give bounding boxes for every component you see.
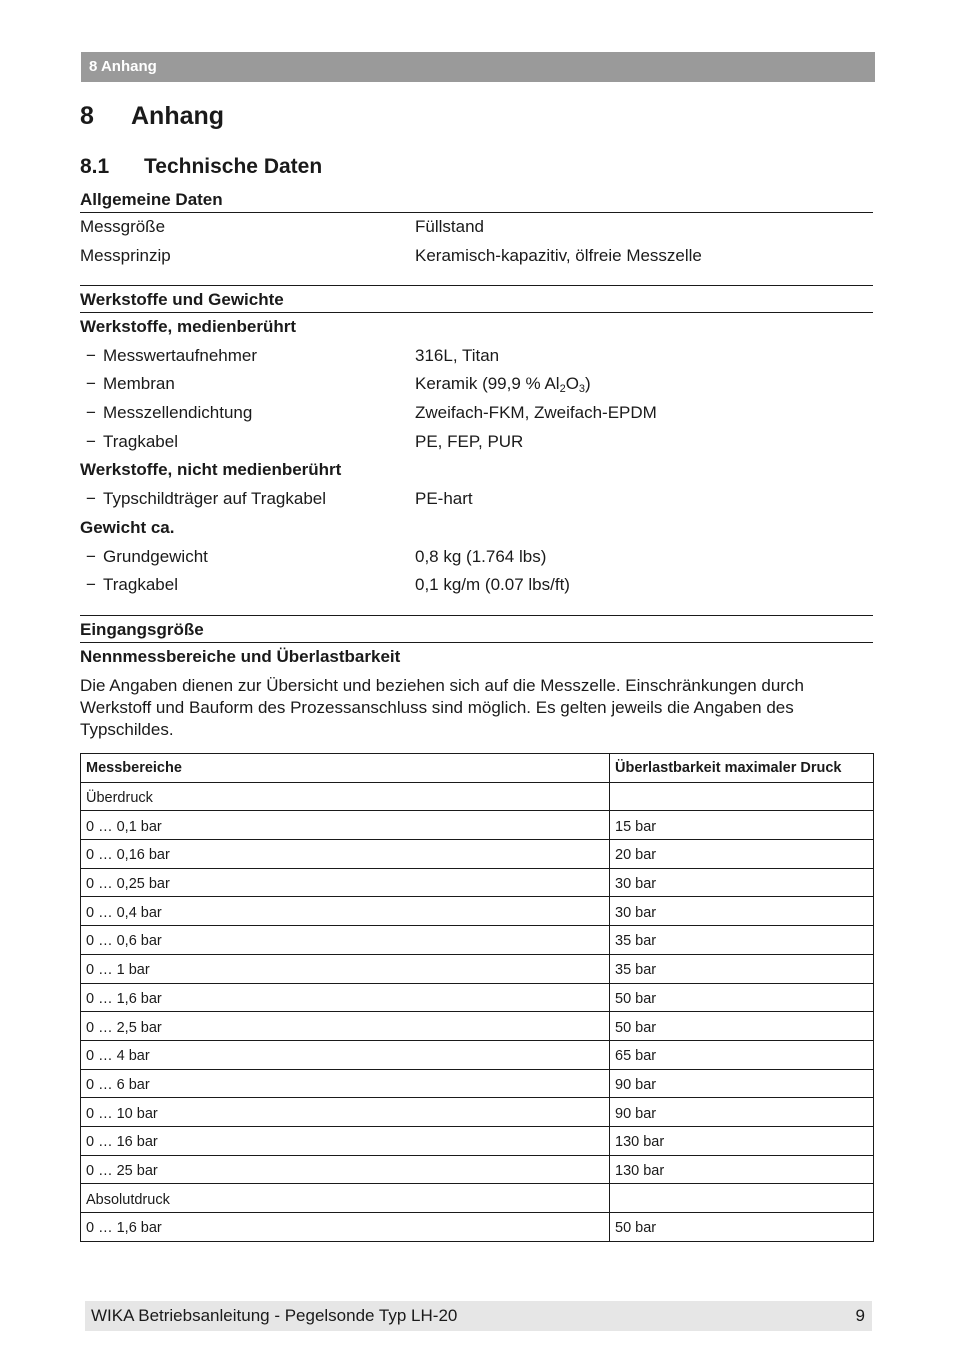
spec-value: 0,1 kg/m (0.07 lbs/ft) (415, 575, 570, 595)
spec-row (80, 399, 873, 428)
table-row (81, 1155, 874, 1184)
input-title: Eingangsgröße (80, 616, 873, 643)
general-data-title: Allgemeine Daten (80, 186, 873, 213)
spec-label: Messgröße (80, 217, 166, 236)
table-cell (610, 782, 874, 811)
table-cell: 30 bar (610, 868, 874, 897)
table-row (81, 897, 874, 926)
table-row (81, 1040, 874, 1069)
spec-label: Messprinzip (80, 245, 171, 265)
table-cell: 0 … 2,5 bar (81, 1012, 610, 1041)
table-cell: 0 … 0,16 bar (81, 840, 610, 869)
ranges-heading: Nennmessbereiche und Überlastbarkeit (80, 647, 401, 666)
table-cell: 35 bar (610, 926, 874, 955)
spec-value: 0,8 kg (1.764 lbs) (415, 546, 547, 566)
spec-label: − Tragkabel (86, 571, 178, 600)
table-cell: 0 … 0,25 bar (81, 868, 610, 897)
wetted-materials-heading: Werkstoffe, medienberührt (80, 317, 297, 336)
table-cell: 50 bar (610, 983, 874, 1012)
table-row (81, 1098, 874, 1127)
chapter-number: 8 (80, 102, 94, 130)
materials-section (80, 285, 873, 600)
spec-value: PE, FEP, PUR (415, 431, 524, 451)
page-number: 9 (855, 1306, 865, 1325)
section-heading (80, 155, 322, 179)
table-row (81, 811, 874, 840)
spec-row (80, 543, 873, 572)
table-cell: 130 bar (610, 1155, 874, 1184)
spec-row (80, 370, 873, 399)
table-cell: 50 bar (610, 1012, 874, 1041)
table-cell: 0 … 0,4 bar (81, 897, 610, 926)
spec-value: Zweifach-FKM, Zweifach-EPDM (415, 403, 657, 423)
table-header-cell: Überlastbarkeit maximaler Druck (610, 754, 874, 783)
table-header-cell: Messbereiche (81, 754, 610, 783)
table-cell: 20 bar (610, 840, 874, 869)
non-wetted-materials-heading: Werkstoffe, nicht medienberührt (80, 460, 342, 480)
table-cell: 30 bar (610, 897, 874, 926)
materials-title: Werkstoffe und Gewichte (80, 286, 873, 313)
table-row (81, 983, 874, 1012)
table-cell: Überdruck (81, 782, 610, 811)
general-data-section (80, 186, 873, 270)
chapter-title: Anhang (131, 102, 225, 130)
table-cell: 90 bar (610, 1098, 874, 1127)
table-row (81, 1126, 874, 1155)
ranges-table (80, 753, 874, 1242)
table-cell: 0 … 0,6 bar (81, 926, 610, 955)
table-row (81, 1012, 874, 1041)
table-cell: 0 … 0,1 bar (81, 811, 610, 840)
table-row (81, 954, 874, 983)
chapter-heading (80, 102, 224, 131)
table-header-row (81, 754, 874, 783)
spec-value: Füllstand (415, 217, 484, 236)
section-number: 8.1 (80, 155, 110, 178)
spec-label: − Tragkabel (86, 428, 178, 457)
section-title: Technische Daten (144, 155, 323, 178)
table-cell: 0 … 6 bar (81, 1069, 610, 1098)
table-cell: 0 … 25 bar (81, 1155, 610, 1184)
running-header: 8 Anhang (81, 52, 875, 82)
spec-label: − Typschildträger auf Tragkabel (86, 485, 326, 514)
table-cell: 0 … 4 bar (81, 1040, 610, 1069)
spec-row (80, 342, 873, 371)
spec-row (80, 485, 873, 514)
table-cell: 50 bar (610, 1213, 874, 1242)
spec-value: Keramisch-kapazitiv, ölfreie Messzelle (415, 245, 702, 265)
spec-row (80, 242, 873, 271)
spec-row (80, 213, 873, 242)
table-row (81, 782, 874, 811)
table-cell: 0 … 1 bar (81, 954, 610, 983)
table-cell: 0 … 1,6 bar (81, 1213, 610, 1242)
weight-heading: Gewicht ca. (80, 517, 175, 537)
table-row (81, 868, 874, 897)
spec-label: − Messzellendichtung (86, 399, 252, 428)
input-paragraph: Die Angaben dienen zur Übersicht und beziehen sich auf die Messzelle. Einschränkungen durch Werkstoff und Bauform des Prozessanschluss sind möglich. Es gelten jeweils die Angaben des Typschildes. (80, 676, 804, 739)
spec-row (80, 428, 873, 457)
table-cell: 15 bar (610, 811, 874, 840)
table-cell: 65 bar (610, 1040, 874, 1069)
table-row (81, 840, 874, 869)
table-cell: 0 … 10 bar (81, 1098, 610, 1127)
table-cell: 130 bar (610, 1126, 874, 1155)
table-cell: 0 … 1,6 bar (81, 983, 610, 1012)
table-cell (610, 1184, 874, 1213)
footer-text: WIKA Betriebsanleitung - Pegelsonde Typ LH-20 (91, 1306, 458, 1325)
membrane-value: Keramik (99,9 % $Al_2O_3$) (415, 374, 591, 396)
spec-value: PE-hart (415, 489, 473, 509)
input-section (80, 615, 873, 672)
table-cell: 35 bar (610, 954, 874, 983)
table-cell: Absolutdruck (81, 1184, 610, 1213)
spec-value: 316L, Titan (415, 345, 500, 365)
spec-row (80, 571, 873, 600)
table-row (81, 926, 874, 955)
table-row (81, 1213, 874, 1242)
page-footer (85, 1301, 872, 1331)
table-row (81, 1069, 874, 1098)
spec-label: − Grundgewicht (86, 543, 208, 572)
spec-label: − Membran (86, 370, 175, 399)
table-row (81, 1184, 874, 1213)
table-cell: 0 … 16 bar (81, 1126, 610, 1155)
spec-label: − Messwertaufnehmer (86, 342, 257, 371)
table-cell: 90 bar (610, 1069, 874, 1098)
